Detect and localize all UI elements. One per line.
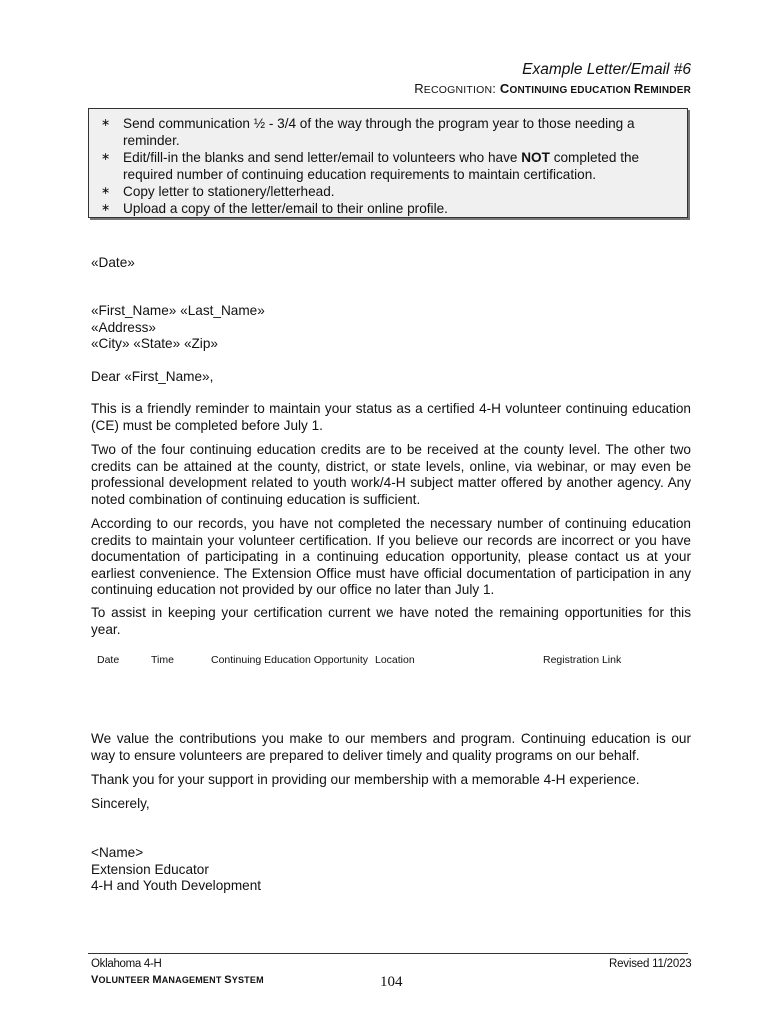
address-line: «First_Name» «Last_Name»: [91, 303, 265, 318]
footer-system: VOLUNTEER MANAGEMENT SYSTEM: [91, 974, 264, 986]
column-header: Time: [151, 654, 174, 666]
closing: Sincerely,: [91, 796, 150, 811]
bullet-icon: ∗: [101, 151, 111, 163]
signature-title: Extension Educator: [91, 861, 209, 877]
body-paragraph: To assist in keeping your certification current we have noted the remaining opportunities for this year.: [91, 605, 691, 637]
body-paragraph: According to our records, you have not completed the necessary number of continuing education credits to maintain your volunteer certification. If you believe our records are incorrect or you have documentation of participating in a continuing education opportunity, please contact us at your earliest convenience. The Extension Office must have official documentation of participation in any continuing education not provided by our office no later than July 1.: [91, 516, 691, 597]
footer-revised: Revised 11/2023: [609, 958, 692, 970]
instructions-box: [88, 108, 688, 218]
letter-example-title: Example Letter/Email #6: [522, 61, 691, 78]
instruction-item: ∗ Upload a copy of the letter/email to their online profile.: [101, 201, 448, 216]
body-paragraph: We value the contributions you make to our members and program. Continuing education is our way to ensure volunteers are prepared to deliver timely and quality programs on our behalf.: [91, 731, 691, 763]
column-header: Registration Link: [543, 654, 622, 666]
salutation: Dear «First_Name»,: [91, 369, 214, 384]
body-paragraph: This is a friendly reminder to maintain your status as a certified 4-H volunteer continuing education (CE) must be completed before July 1.: [91, 401, 691, 433]
footer-org: Oklahoma 4-H: [91, 958, 162, 970]
column-header: Continuing Education Opportunity: [211, 654, 369, 666]
address-line: «City» «State» «Zip»: [91, 336, 218, 351]
signature-department: 4-H and Youth Development: [91, 878, 262, 893]
signature-name: <Name>: [91, 845, 144, 860]
column-header: Date: [97, 654, 120, 666]
bullet-icon: ∗: [101, 117, 111, 129]
letter-date: «Date»: [91, 255, 135, 270]
signature-block: [91, 845, 261, 895]
column-header: Location: [375, 654, 415, 666]
body-paragraph: Two of the four continuing education credits are to be received at the county level. The other two credits can be attained at the county, district, or state levels, online, via webinar, or may even be professional development related to youth work/4-H subject matter offered by another agency. Any noted combination of continuing education is sufficient.: [91, 442, 691, 507]
instruction-item: ∗ Edit/fill-in the blanks and send letter/email to volunteers who have NOT completed the required number of continuing education requirements to maintain certification.: [101, 150, 640, 182]
footer-divider: [88, 953, 688, 954]
page-number: 104: [380, 974, 403, 990]
instruction-item: ∗ Send communication ½ - 3/4 of the way through the program year to those needing a reminder.: [101, 116, 635, 148]
letter-example-subtitle: RECOGNITION: CONTINUING EDUCATION REMINDER: [414, 81, 691, 96]
recipient-address: [91, 303, 265, 353]
bullet-icon: ∗: [101, 202, 111, 214]
body-paragraph: Thank you for your support in providing our membership with a memorable 4-H experience.: [91, 772, 640, 787]
address-line: «Address»: [91, 319, 156, 335]
instruction-item: ∗ Copy letter to stationery/letterhead.: [101, 184, 335, 199]
bullet-icon: ∗: [101, 185, 111, 197]
